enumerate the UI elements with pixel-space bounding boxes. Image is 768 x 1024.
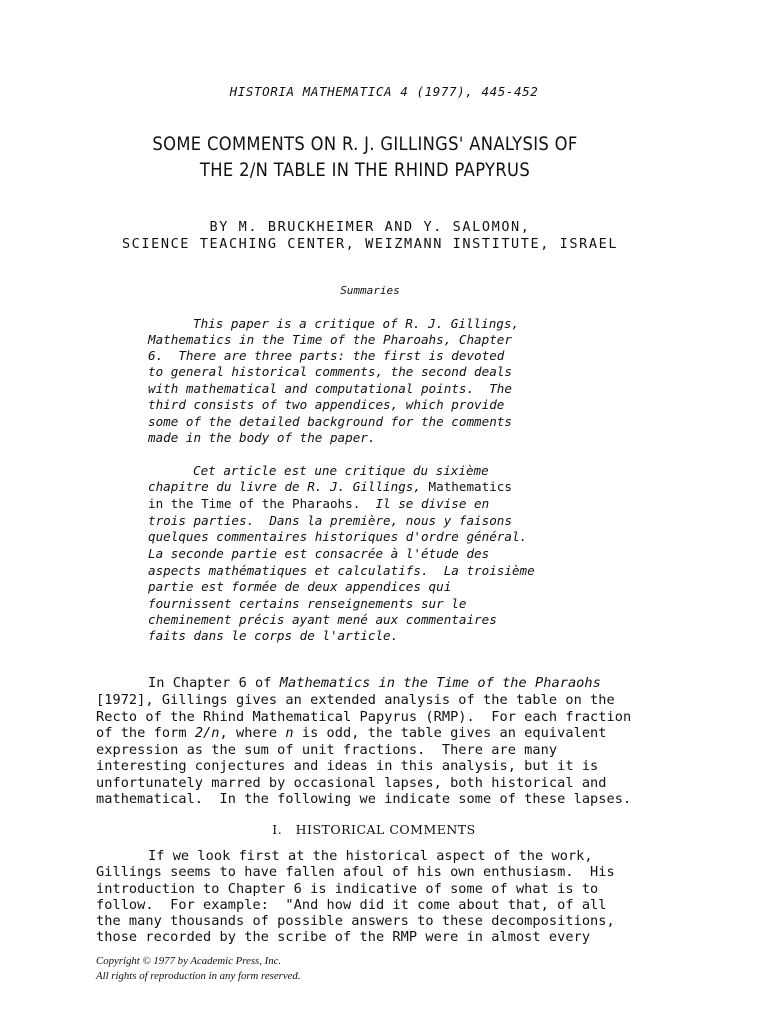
resume-line: La seconde partie est consacrée à l'étude des bbox=[148, 546, 490, 561]
resume-line: quelques commentaires historiques d'ordre général. bbox=[148, 529, 528, 544]
body-line: follow. For example: "And how did it come about that, of all bbox=[96, 897, 607, 913]
body-line: those recorded by the scribe of the RMP were in almost every bbox=[96, 929, 591, 945]
author-byline: BY M. BRUCKHEIMER AND Y. SALOMON, bbox=[209, 219, 531, 235]
resume-line: partie est formée de deux appendices qui bbox=[148, 579, 452, 594]
body-text: In Chapter 6 of bbox=[148, 675, 280, 691]
journal-reference: HISTORIA MATHEMATICA 4 (1977), 445-452 bbox=[229, 84, 539, 99]
resume-text: Il se divise en bbox=[360, 496, 490, 511]
body-line: expression as the sum of unit fractions. There are many bbox=[96, 742, 558, 758]
rights-notice: All rights of reproduction in any form reserved. bbox=[96, 970, 301, 982]
resume-text: chapitre du livre de R. J. Gillings, bbox=[148, 479, 429, 494]
body-text: is odd, the table gives an equivalent bbox=[293, 725, 607, 741]
abstract-line: 6. There are three parts: the first is devoted bbox=[148, 348, 505, 363]
abstract-line: made in the body of the paper. bbox=[148, 430, 376, 445]
resume-line: trois parties. Dans la première, nous y faisons bbox=[148, 513, 512, 528]
body-line bbox=[148, 675, 601, 691]
paper-title-line-1: SOME COMMENTS ON R. J. GILLINGS' ANALYSIS OF bbox=[152, 133, 578, 155]
paper-title-line-2: THE 2/N TABLE IN THE RHIND PAPYRUS bbox=[199, 159, 531, 181]
body-line: Gillings seems to have fallen afoul of his own enthusiasm. His bbox=[96, 864, 615, 880]
body-text: , where bbox=[219, 725, 286, 741]
body-line: the many thousands of possible answers to these decompositions, bbox=[96, 913, 615, 929]
body-line: Recto of the Rhind Mathematical Papyrus (RMP). For each fraction bbox=[96, 709, 632, 725]
body-line: If we look first at the historical aspect of the work, bbox=[148, 848, 593, 864]
abstract-line: This paper is a critique of R. J. Gillings, bbox=[193, 316, 520, 331]
body-line bbox=[96, 725, 607, 741]
body-line: unfortunately marred by occasional lapses, both historical and bbox=[96, 775, 607, 791]
copyright-notice: Copyright © 1977 by Academic Press, Inc. bbox=[96, 955, 282, 967]
resume-line: fournissent certains renseignements sur le bbox=[148, 596, 467, 611]
resume-line bbox=[148, 496, 489, 511]
section-heading: I. HISTORICAL COMMENTS bbox=[272, 822, 476, 837]
resume-line: Cet article est une critique du sixième bbox=[193, 463, 489, 478]
abstract-line: Mathematics in the Time of the Pharoahs, Chapter bbox=[148, 332, 512, 347]
abstract-line: with mathematical and computational points. The bbox=[148, 381, 512, 396]
resume-line: aspects mathématiques et calculatifs. La troisième bbox=[148, 563, 535, 578]
abstract-line: third consists of two appendices, which provide bbox=[148, 397, 505, 412]
abstract-line: to general historical comments, the second deals bbox=[148, 364, 512, 379]
body-line: [1972], Gillings gives an extended analysis of the table on the bbox=[96, 692, 615, 708]
book-title: Mathematics bbox=[428, 479, 512, 494]
resume-line bbox=[148, 479, 512, 494]
abstract-line: some of the detailed background for the comments bbox=[148, 414, 512, 429]
body-line: interesting conjectures and ideas in this analysis, but it is bbox=[96, 758, 599, 774]
resume-line: cheminement précis ayant mené aux commentaires bbox=[148, 612, 497, 627]
book-title: Mathematics in the Time of the Pharaohs bbox=[279, 675, 601, 691]
body-text: of the form bbox=[96, 725, 195, 741]
book-title: in the Time of the Pharaohs. bbox=[148, 496, 361, 511]
author-affiliation: SCIENCE TEACHING CENTER, WEIZMANN INSTITUTE, ISRAEL bbox=[121, 236, 619, 252]
math-expression: 2/n bbox=[194, 725, 220, 741]
summaries-heading: Summaries bbox=[340, 284, 400, 297]
body-line: introduction to Chapter 6 is indicative of some of what is to bbox=[96, 881, 599, 897]
resume-line: faits dans le corps de l'article. bbox=[148, 628, 399, 643]
body-line: mathematical. In the following we indicate some of these lapses. bbox=[96, 791, 632, 807]
math-variable: n bbox=[285, 725, 294, 741]
